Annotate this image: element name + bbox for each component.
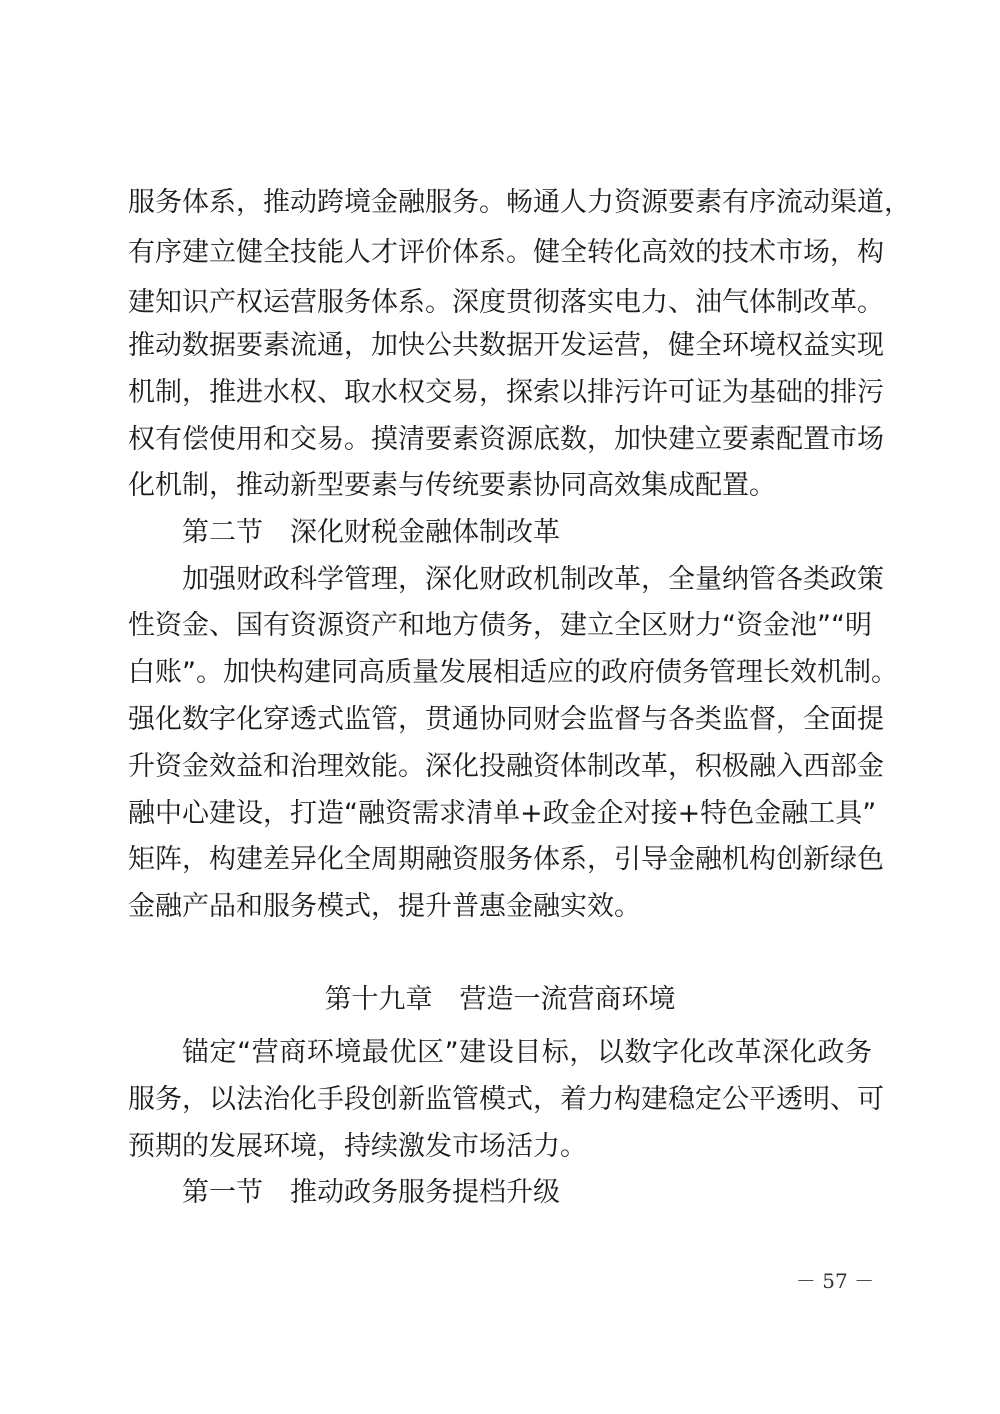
body-text-line: 机制，推进水权、取水权交易，探索以排污许可证为基础的排污	[128, 377, 884, 408]
body-text-line: 金融产品和服务模式，提升普惠金融实效。	[128, 891, 641, 922]
page-number: － 57 －	[795, 1269, 875, 1293]
body-text-line: 有序建立健全技能人才评价体系。健全转化高效的技术市场，构	[128, 237, 884, 268]
body-text-line: 融中心建设，打造“融资需求清单+政金企对接+特色金融工具”	[128, 798, 877, 829]
body-text-line: 加强财政科学管理，深化财政机制改革，全量纳管各类政策	[182, 564, 884, 595]
body-text-line: 权有偿使用和交易。摸清要素资源底数，加快建立要素配置市场	[128, 424, 884, 455]
body-text-line: 强化数字化穿透式监管，贯通协同财会监督与各类监督，全面提	[128, 704, 884, 735]
body-text-line: 性资金、国有资源资产和地方债务，建立全区财力“资金池”“明	[128, 610, 872, 641]
body-text-line: 升资金效益和治理效能。深化投融资体制改革，积极融入西部金	[128, 751, 884, 782]
body-text-line: 推动数据要素流通，加快公共数据开发运营，健全环境权益实现	[128, 330, 884, 361]
body-text-line: 预期的发展环境，持续激发市场活力。	[128, 1131, 587, 1162]
section-heading: 第一节 推动政务服务提档升级	[182, 1177, 560, 1208]
body-text-line: 化机制，推动新型要素与传统要素协同高效集成配置。	[128, 470, 776, 501]
body-text-line: 锚定“营商环境最优区”建设目标，以数字化改革深化政务	[182, 1037, 872, 1068]
chapter-heading: 第十九章 营造一流营商环境	[324, 984, 676, 1015]
section-heading: 第二节 深化财税金融体制改革	[182, 517, 560, 548]
body-text-line: 服务，以法治化手段创新监管模式，着力构建稳定公平透明、可	[128, 1084, 884, 1115]
body-text-line: 矩阵，构建差异化全周期融资服务体系，引导金融机构创新绿色	[128, 844, 884, 875]
body-text-line: 白账”。加快构建同高质量发展相适应的政府债务管理长效机制。	[128, 657, 898, 688]
body-text-line: 服务体系，推动跨境金融服务。畅通人力资源要素有序流动渠道，	[128, 187, 911, 218]
body-text-line: 建知识产权运营服务体系。深度贯彻落实电力、油气体制改革。	[128, 287, 884, 318]
